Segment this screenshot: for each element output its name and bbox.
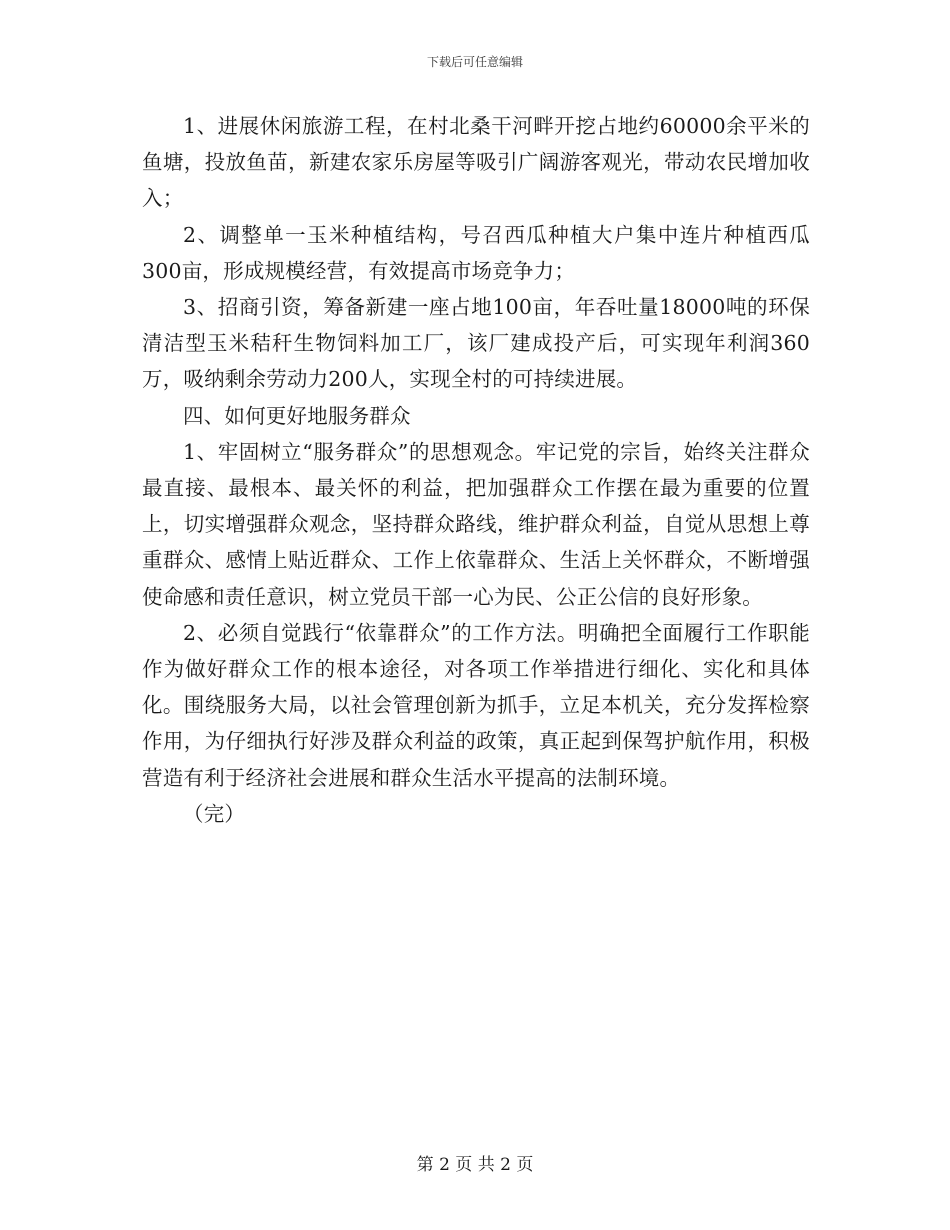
paragraph-work-method: 2、必须自觉践行“依靠群众”的工作方法。明确把全面履行工作职能作为做好群众工作的根本途径，对各项工作举措进行细化、实化和具体化。围绕服务大局，以社会管理创新为抓手，立足本机关，充分发挥检察作用，为仔细执行好涉及群众利益的政策，真正起到保驾护航作用，积极营造有利于经济社会进展和群众生活水平提高的法制环境。 — [142, 620, 810, 790]
paragraph-project-feed-factory: 3、招商引资，筹备新建一座占地100亩，年吞吐量18000吨的环保清洁型玉米秸秆生物饲料加工厂，该厂建成投产后，可实现年利润360万，吸纳剩余劳动力200人，实现全村的可持续进展。 — [142, 295, 810, 392]
page-footer: 第 2 页 共 2 页 — [416, 1155, 534, 1175]
paragraph-project-tourism: 1、进展休闲旅游工程，在村北桑干河畔开挖占地约60000余平米的鱼塘，投放鱼苗，新建农家乐房屋等吸引广阔游客观光，带动农民增加收入； — [142, 114, 810, 211]
document-body — [142, 108, 810, 832]
page-header: 下载后可任意编辑 — [426, 55, 523, 69]
end-mark: （完） — [183, 801, 246, 826]
section-heading-serve-masses: 四、如何更好地服务群众 — [183, 403, 411, 428]
paragraph-serve-concept: 1、牢固树立“服务群众”的思想观念。牢记党的宗旨，始终关注群众最直接、最根本、最关怀的利益，把加强群众工作摆在最为重要的位置上，切实增强群众观念，坚持群众路线，维护群众利益，自觉从思想上尊重群众、感情上贴近群众、工作上依靠群众、生活上关怀群众，不断增强使命感和责任意识，树立党员干部一心为民、公正公信的良好形象。 — [142, 439, 810, 609]
paragraph-project-watermelon: 2、调整单一玉米种植结构，号召西瓜种植大户集中连片种植西瓜300亩，形成规模经营，有效提高市场竞争力； — [142, 222, 810, 283]
